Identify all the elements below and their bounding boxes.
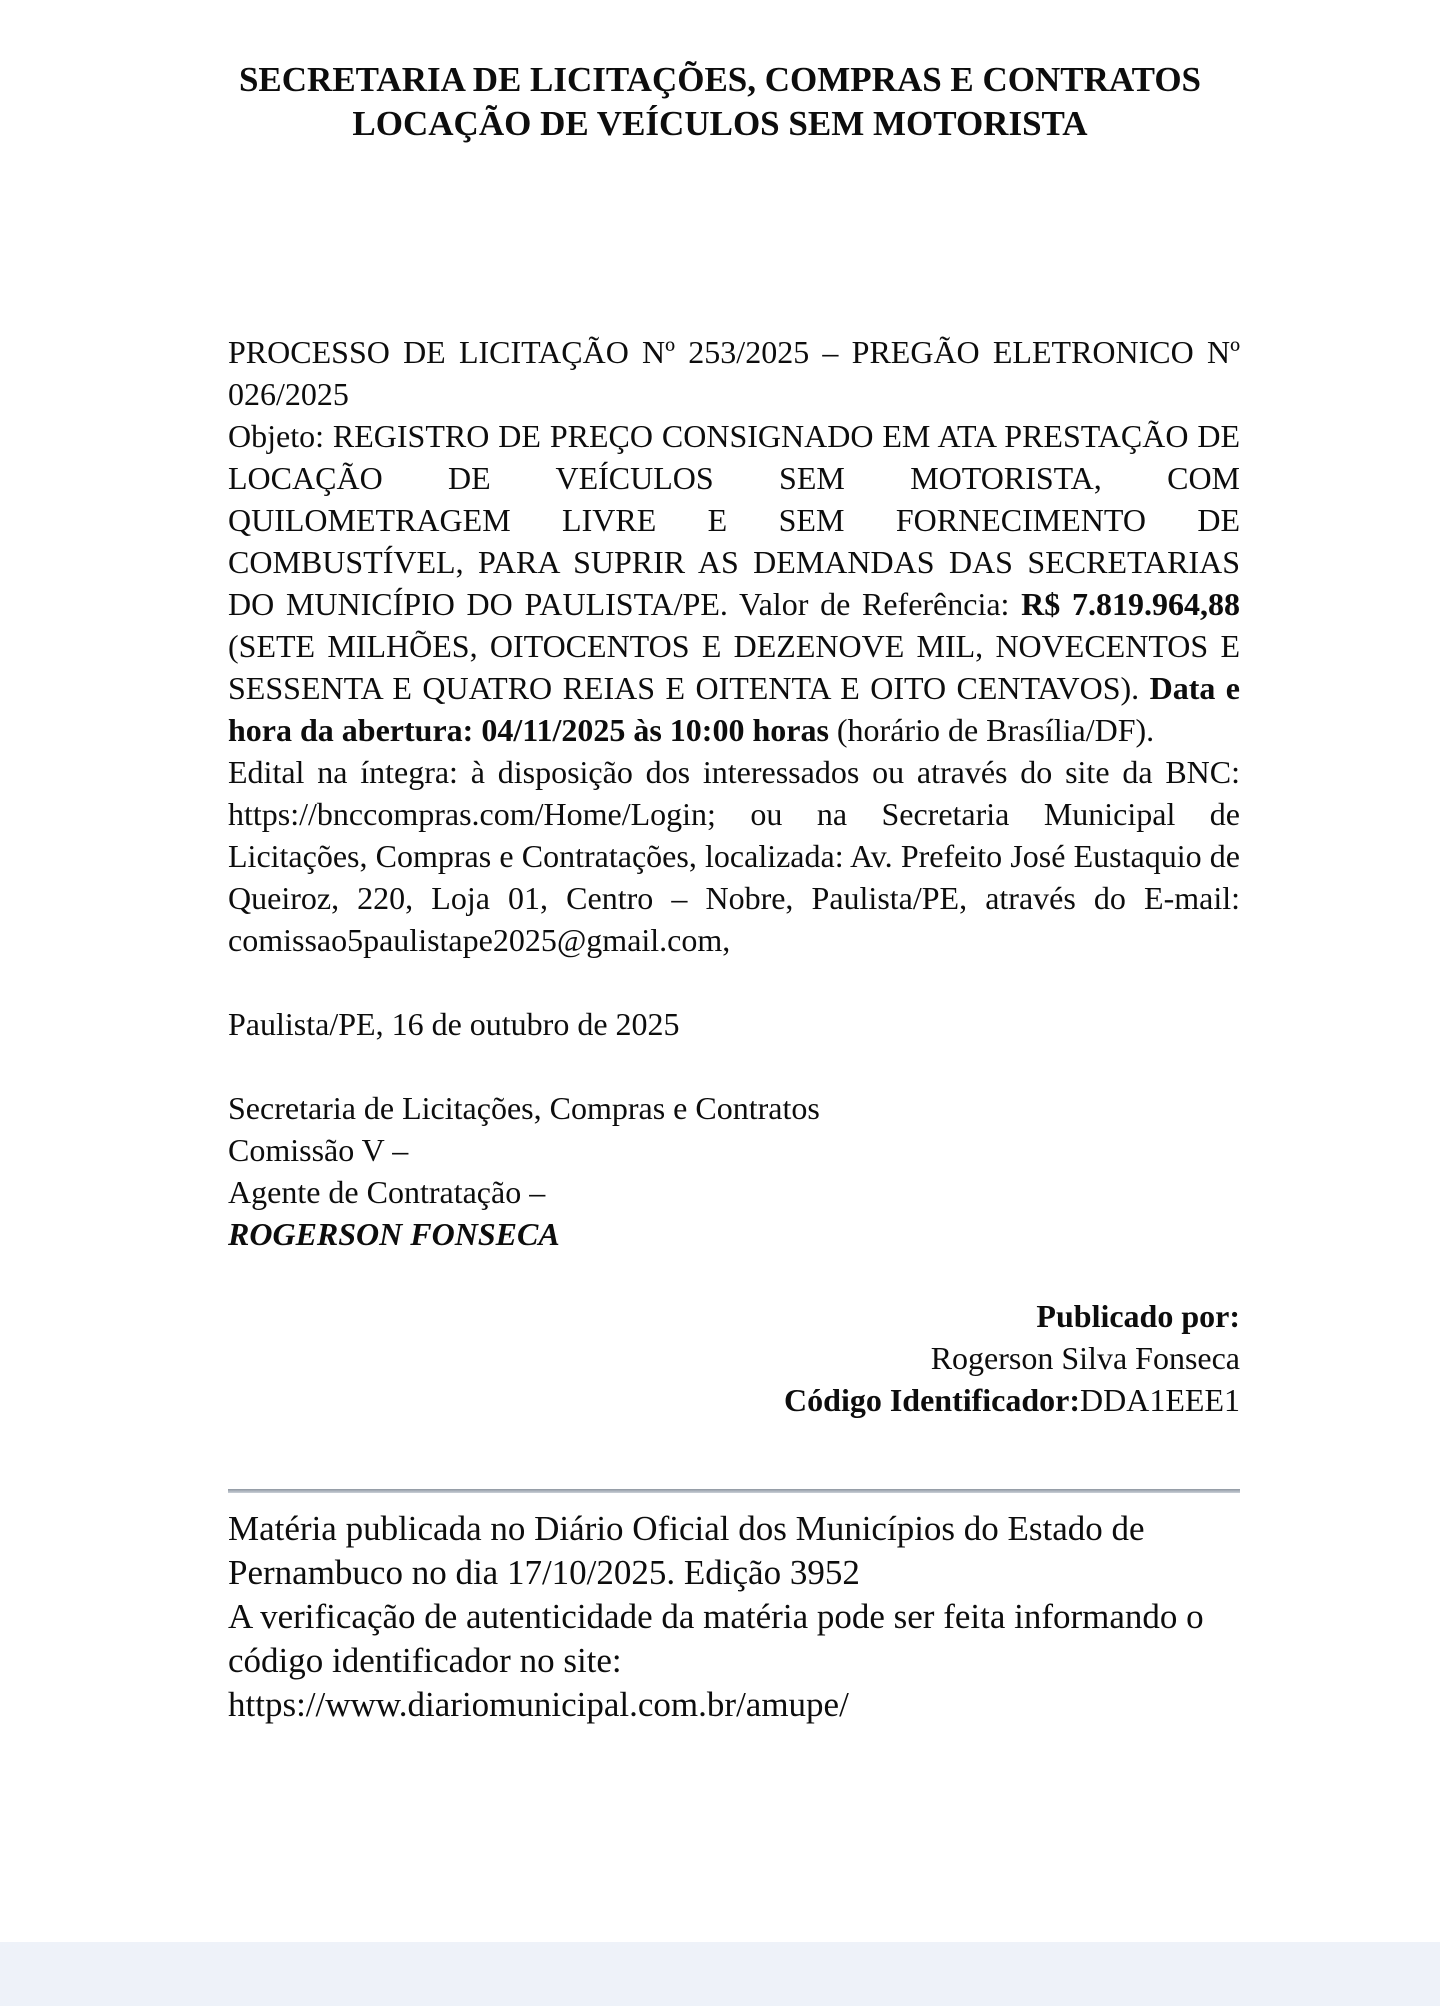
body-text: Objeto: REGISTRO DE PREÇO CONSIGNADO EM ATA PRESTAÇÃO DE LOCAÇÃO DE VEÍCULOS SEM MOTORISTA, COM QUILOMETRAGEM LIVRE E SEM FORNECIMENTO DE COMBUSTÍVEL, PARA SUPRIR AS DEMANDAS DAS SECRETARIAS DO MUNICÍPIO DO PAULISTA/PE. Valor de Referência: xyxy=(228,418,1240,622)
footer-notice: Matéria publicada no Diário Oficial dos Municípios do Estado de Pernambuco no dia 17/10/2025. Edição 3952 xyxy=(228,1509,1145,1592)
body-text: (horário de Brasília/DF). xyxy=(828,712,1155,748)
footer-verification-text: A verificação de autenticidade da matéria pode ser feita informando o código identificador no site: xyxy=(228,1597,1204,1680)
document-footer xyxy=(228,1507,1218,1727)
emphasis-text: R$ 7.819.964,88 xyxy=(1021,586,1241,622)
edital-paragraph: Edital na íntegra: à disposição dos interessados ou através do site da BNC: https://bnccompras.com/Home/Login; ou na Secretaria Municipal de Licitações, Compras e Contratações, localizada: Av. Prefeito José Eustaquio de Queiroz, 220, Loja 01, Centro – Nobre, Paulista/PE, através do E-mail: comissao5paulistape2025@gmail.com, xyxy=(228,754,1240,958)
publication-block xyxy=(228,1295,1240,1421)
section-title: SECRETARIA DE LICITAÇÕES, COMPRAS E CONTRATOS xyxy=(238,60,1202,99)
process-number-paragraph: PROCESSO DE LICITAÇÃO Nº 253/2025 – PREGÃO ELETRONICO Nº 026/2025 xyxy=(228,334,1240,412)
footer-verification xyxy=(228,1595,1218,1727)
footer-url: https://www.diariomunicipal.com.br/amupe/ xyxy=(228,1685,849,1724)
body-text: (SETE MILHÕES, OITOCENTOS E DEZENOVE MIL, NOVECENTOS E SESSENTA E QUATRO REIAS E OITENTA E OITO CENTAVOS). xyxy=(228,628,1240,706)
signature-committee: Comissão V – xyxy=(228,1132,409,1168)
signature-name: ROGERSON FONSECA xyxy=(228,1216,560,1252)
document-title: LOCAÇÃO DE VEÍCULOS SEM MOTORISTA xyxy=(352,104,1088,143)
published-by-author: Rogerson Silva Fonseca xyxy=(930,1340,1240,1376)
object-paragraph xyxy=(228,415,1240,751)
bottom-band xyxy=(0,1942,1440,2006)
dateline: Paulista/PE, 16 de outubro de 2025 xyxy=(228,1006,680,1042)
emphasis-text: Data e hora da abertura: 04/11/2025 às 10:00 horas xyxy=(228,670,1241,748)
identifier-code-line xyxy=(228,1379,1240,1421)
identifier-code-label: Código Identificador: xyxy=(784,1382,1081,1418)
identifier-code-value: DDA1EEE1 xyxy=(1080,1382,1240,1418)
document-body xyxy=(228,331,1240,1421)
signature-org: Secretaria de Licitações, Compras e Contratos xyxy=(228,1090,820,1126)
document-header xyxy=(230,58,1210,146)
signature-role: Agente de Contratação – xyxy=(228,1174,546,1210)
published-by-label: Publicado por: xyxy=(1036,1298,1240,1334)
signature-block xyxy=(228,1087,1240,1255)
separator-rule xyxy=(228,1489,1240,1493)
